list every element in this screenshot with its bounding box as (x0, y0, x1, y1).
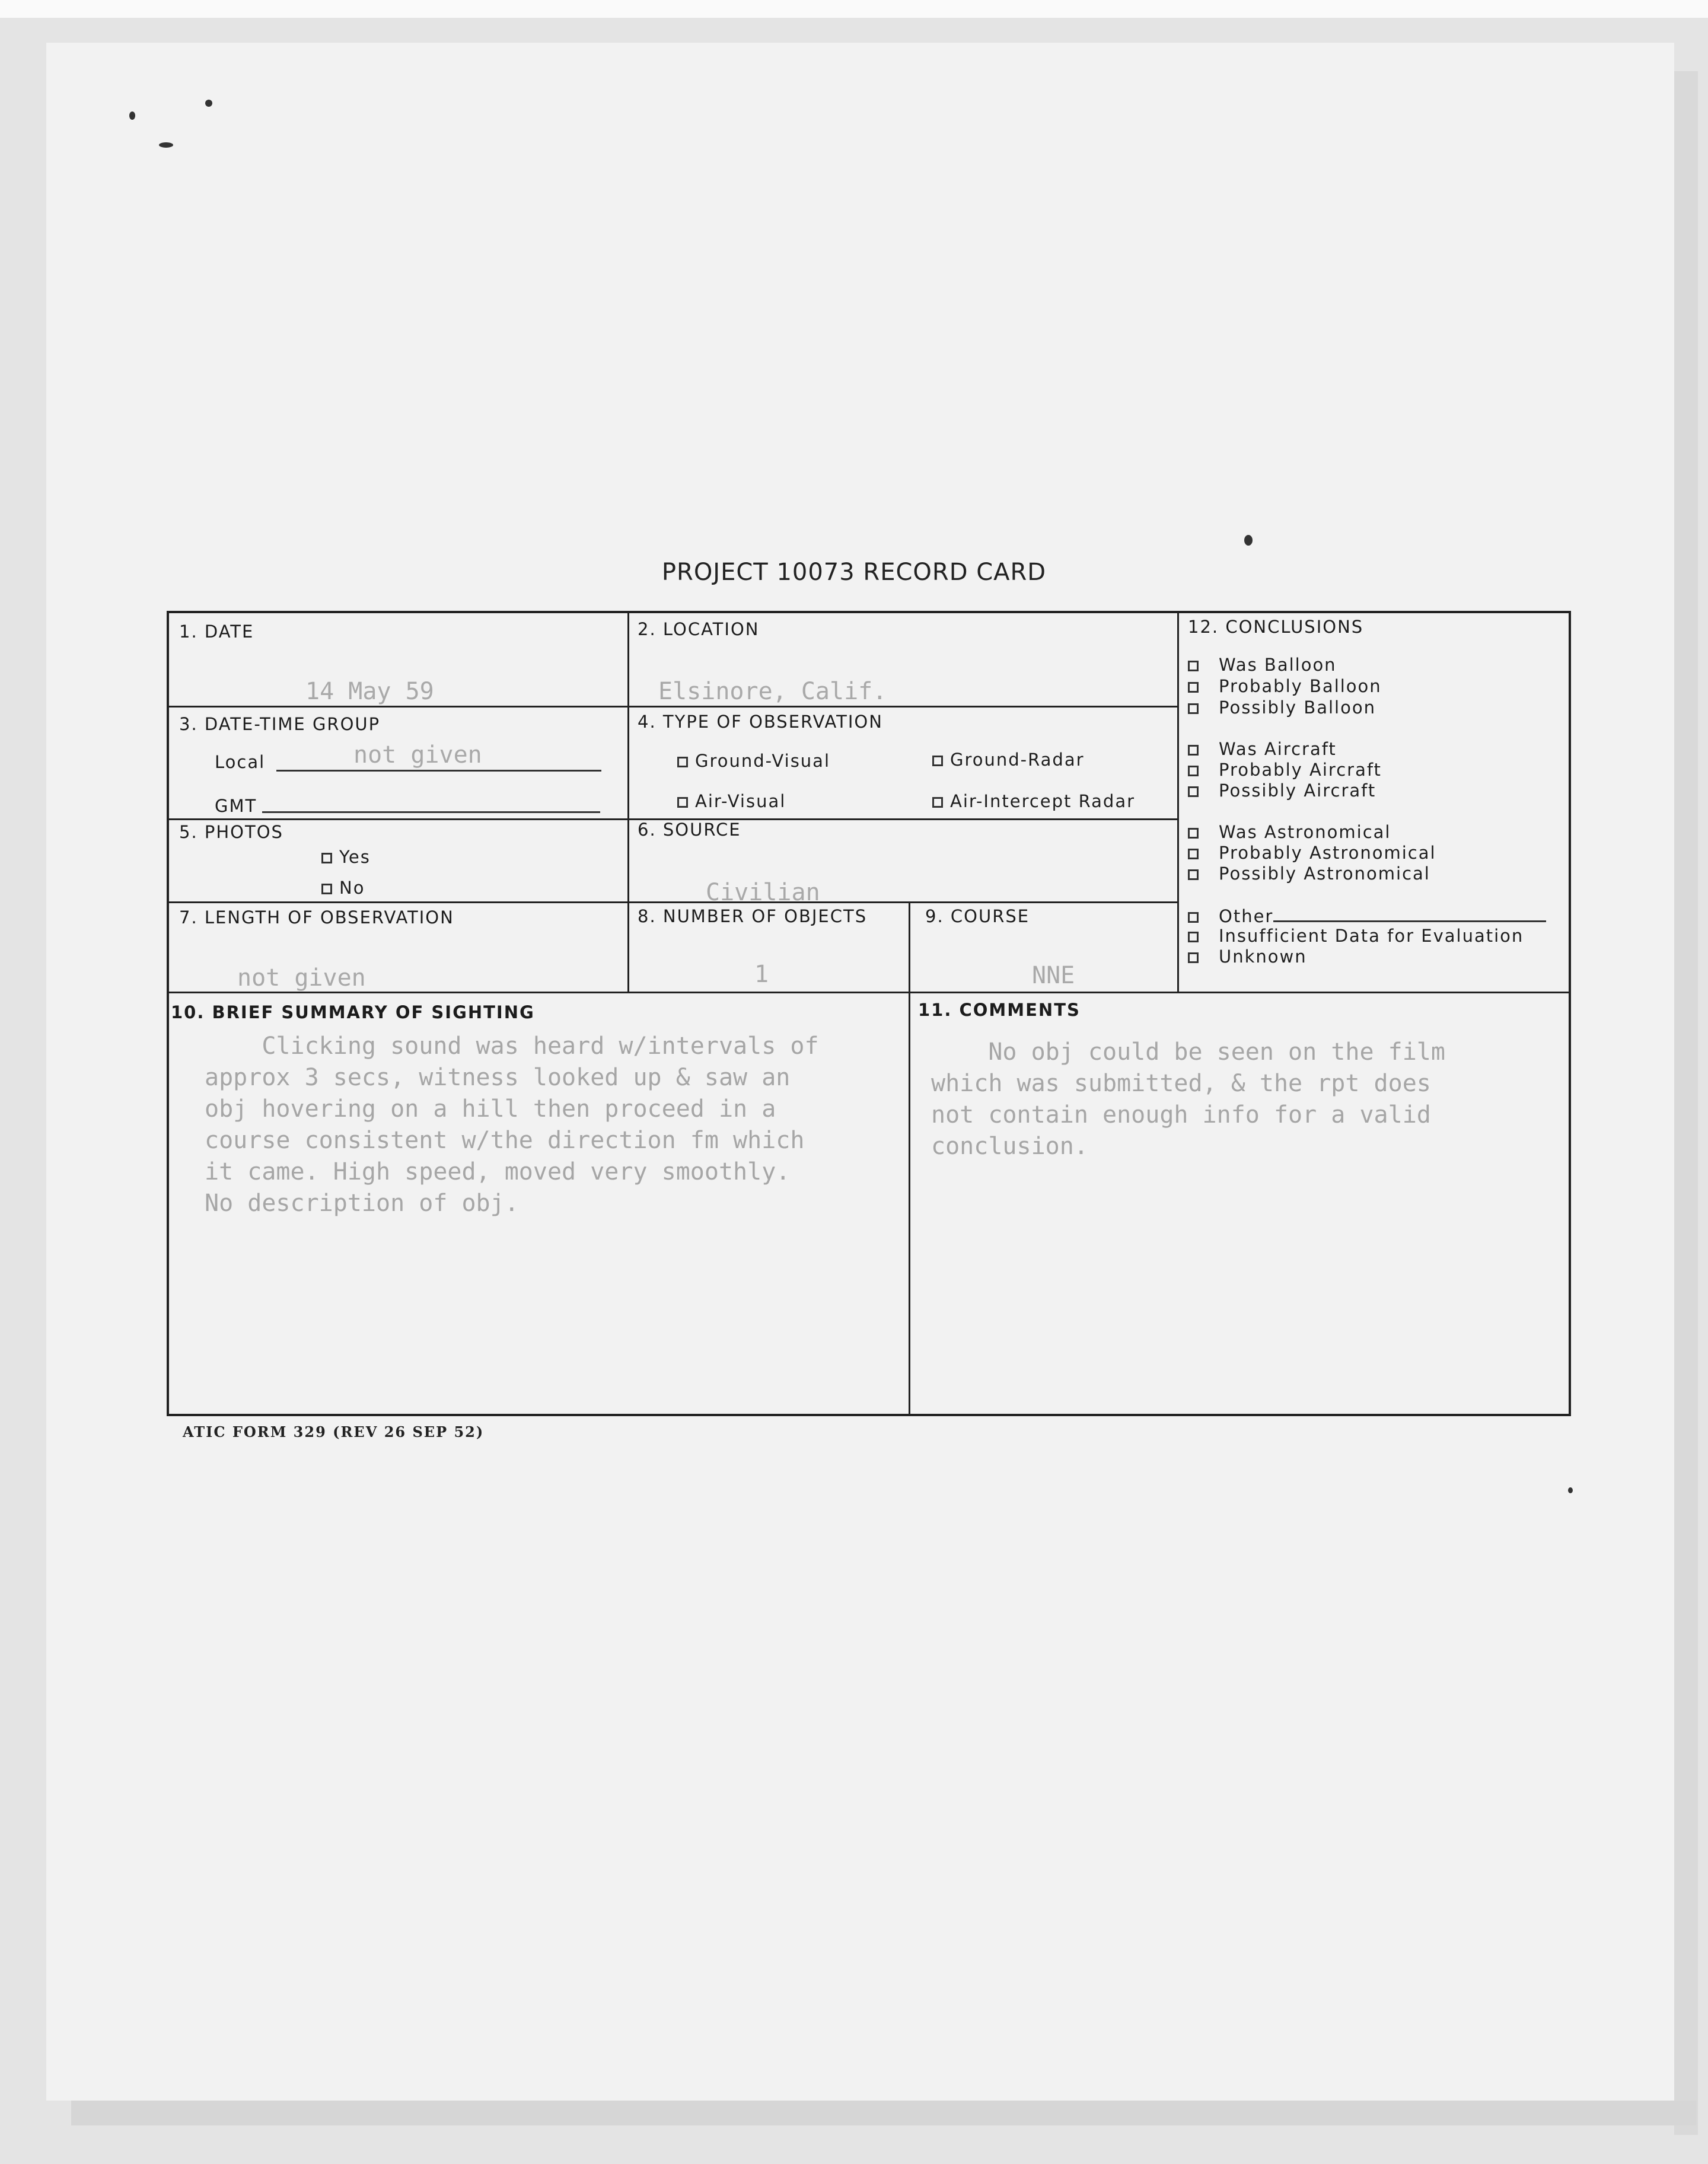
conclusion-label: Was Astronomical (1219, 822, 1391, 842)
photos-yes[interactable] (321, 847, 371, 867)
conclusion-label: Probably Balloon (1219, 676, 1382, 696)
option-air-intercept-radar[interactable] (932, 791, 1135, 811)
summary-label: 10. BRIEF SUMMARY OF SIGHTING (171, 1002, 535, 1022)
checkbox-icon[interactable] (1188, 912, 1199, 923)
divider-v-right (1177, 611, 1179, 992)
dtg-label: 3. DATE-TIME GROUP (179, 714, 381, 734)
conclusion-label: Possibly Aircraft (1219, 780, 1376, 801)
num-objects-value: 1 (754, 961, 769, 988)
divider-v-left (627, 611, 629, 992)
course-label: 9. COURSE (925, 906, 1030, 926)
local-fill-line (276, 770, 601, 772)
gmt-label: GMT (215, 796, 257, 816)
conclusion-label: Probably Aircraft (1219, 760, 1382, 780)
source-value: Civilian (706, 879, 820, 906)
checkbox-icon[interactable] (1188, 661, 1199, 671)
checkbox-icon[interactable] (1188, 682, 1199, 693)
conclusion-possibly-aircraft[interactable] (1188, 780, 1376, 801)
scan-speck (1244, 535, 1253, 546)
date-value: 14 May 59 (305, 678, 434, 705)
conclusion-was-astronomical[interactable] (1188, 822, 1391, 842)
option-air-intercept-radar-label: Air-Intercept Radar (950, 791, 1136, 811)
conclusion-label: Other (1219, 906, 1274, 926)
gmt-fill-line (262, 811, 600, 813)
conclusion-possibly-balloon[interactable] (1188, 697, 1376, 718)
other-fill-line (1273, 905, 1546, 922)
checkbox-icon[interactable] (932, 797, 943, 808)
option-air-visual[interactable] (677, 791, 786, 811)
scan-top-band (0, 0, 1708, 18)
conclusion-probably-balloon[interactable] (1188, 676, 1382, 696)
num-objects-label: 8. NUMBER OF OBJECTS (638, 906, 868, 926)
conclusion-was-aircraft[interactable] (1188, 739, 1337, 759)
checkbox-icon[interactable] (321, 853, 332, 863)
conclusion-possibly-astronomical[interactable] (1188, 863, 1430, 884)
divider-h-1 (167, 706, 1177, 707)
photos-label: 5. PHOTOS (179, 822, 283, 842)
divider-h-3 (167, 901, 1177, 903)
conclusion-label: Probably Astronomical (1219, 843, 1436, 863)
photos-yes-label: Yes (339, 847, 371, 867)
checkbox-icon[interactable] (677, 757, 688, 767)
comments-text: No obj could be seen on the film which was submitted, & the rpt does not contain enough info for a valid conclusion. (931, 1038, 1445, 1160)
card-title: PROJECT 10073 RECORD CARD (661, 559, 1047, 586)
conclusion-unknown[interactable] (1188, 946, 1307, 967)
checkbox-icon[interactable] (932, 756, 943, 766)
checkbox-icon[interactable] (1188, 952, 1199, 963)
length-label: 7. LENGTH OF OBSERVATION (179, 907, 454, 928)
checkbox-icon[interactable] (321, 884, 332, 894)
date-label: 1. DATE (179, 622, 254, 642)
checkbox-icon[interactable] (1188, 703, 1199, 714)
conclusion-label: Insufficient Data for Evaluation (1219, 926, 1524, 946)
checkbox-icon[interactable] (1188, 932, 1199, 942)
conclusion-label: Was Balloon (1219, 655, 1337, 675)
divider-h-4 (167, 992, 1571, 993)
local-value: not given (353, 741, 482, 769)
checkbox-icon[interactable] (1188, 828, 1199, 839)
type-obs-label: 4. TYPE OF OBSERVATION (638, 712, 883, 732)
scan-speck (159, 142, 173, 148)
option-ground-radar-label: Ground-Radar (950, 750, 1085, 770)
length-value: not given (237, 964, 366, 992)
photos-no[interactable] (321, 878, 365, 898)
conclusion-insufficient-data[interactable] (1188, 926, 1524, 946)
conclusion-was-balloon[interactable] (1188, 655, 1337, 675)
course-value: NNE (1032, 962, 1075, 989)
conclusion-label: Possibly Balloon (1219, 697, 1376, 718)
scan-speck (129, 111, 135, 120)
conclusion-probably-aircraft[interactable] (1188, 760, 1382, 780)
conclusion-label: Unknown (1219, 946, 1307, 967)
scan-speck (205, 100, 212, 107)
option-ground-visual-label: Ground-Visual (695, 751, 831, 771)
photos-no-label: No (339, 878, 365, 898)
checkbox-icon[interactable] (1188, 786, 1199, 797)
summary-text: Clicking sound was heard w/intervals of approx 3 secs, witness looked up & saw an obj hovering on a hill then proceed in a course consistent w/the direction fm which it came. High speed, moved very smoothly. No description of obj. (205, 1032, 819, 1217)
option-air-visual-label: Air-Visual (695, 791, 786, 811)
comments-label: 11. COMMENTS (918, 1000, 1081, 1020)
checkbox-icon[interactable] (1188, 745, 1199, 756)
source-label: 6. SOURCE (638, 820, 741, 840)
checkbox-icon[interactable] (677, 797, 688, 808)
checkbox-icon[interactable] (1188, 766, 1199, 776)
local-label: Local (215, 752, 266, 772)
conclusions-label: 12. CONCLUSIONS (1188, 617, 1364, 637)
conclusion-label: Was Aircraft (1219, 739, 1337, 759)
conclusion-other[interactable] (1188, 905, 1546, 926)
checkbox-icon[interactable] (1188, 849, 1199, 859)
location-label: 2. LOCATION (638, 619, 760, 639)
divider-v-mid (909, 901, 910, 1415)
form-footer: ATIC FORM 329 (REV 26 SEP 52) (183, 1423, 485, 1440)
location-value: Elsinore, Calif. (658, 678, 887, 705)
conclusion-probably-astronomical[interactable] (1188, 843, 1436, 863)
option-ground-visual[interactable] (677, 751, 830, 771)
scan-shadow-bottom (71, 2101, 1696, 2125)
scan-speck (1568, 1487, 1573, 1493)
checkbox-icon[interactable] (1188, 869, 1199, 880)
conclusion-label: Possibly Astronomical (1219, 863, 1430, 884)
scan-shadow-right (1674, 71, 1698, 2135)
option-ground-radar[interactable] (932, 750, 1085, 770)
